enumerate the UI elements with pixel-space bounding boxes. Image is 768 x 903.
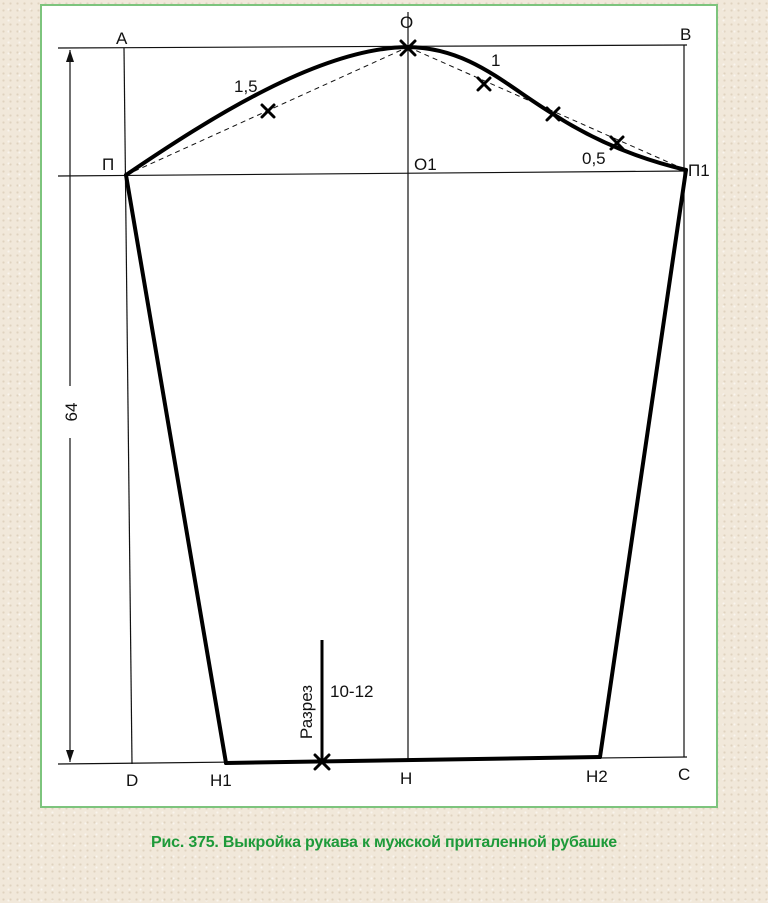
label-point-o: O: [400, 13, 414, 32]
label-curve-right-upper: 1: [491, 51, 501, 70]
label-slit-length: 10-12: [330, 682, 374, 701]
sleeve-left-seam: [126, 175, 226, 763]
sleeve-hem-line: [226, 757, 600, 763]
label-point-c: C: [678, 765, 691, 784]
dimension-arrow-top: [66, 50, 74, 62]
label-point-p: П: [102, 155, 115, 174]
label-point-b: B: [680, 25, 692, 44]
cross-marker-right-cap-1: [478, 78, 490, 90]
cross-marker-left-cap: [262, 105, 274, 117]
sleeve-right-seam: [600, 170, 686, 757]
left-vertical-a-d: [124, 48, 132, 764]
label-point-h2: H2: [586, 767, 608, 786]
figure-caption: Рис. 375. Выкройка рукава к мужской приталенной рубашке: [151, 834, 617, 851]
label-curve-right-lower: 0,5: [582, 149, 606, 168]
label-curve-left: 1,5: [234, 77, 258, 96]
label-point-a: A: [116, 29, 128, 48]
label-height: 64: [62, 402, 81, 422]
label-slit: Разрез: [297, 684, 316, 740]
label-point-o1: O1: [414, 155, 437, 174]
top-line-a-b: [58, 45, 687, 48]
label-point-d: D: [126, 771, 139, 790]
label-point-p1: П1: [688, 161, 710, 180]
cross-marker-right-cap-2: [547, 108, 559, 120]
label-point-h1: H1: [210, 771, 232, 790]
label-point-h: H: [400, 769, 413, 788]
cap-line-p-p1: [58, 171, 687, 176]
dimension-arrow-bottom: [66, 750, 74, 762]
